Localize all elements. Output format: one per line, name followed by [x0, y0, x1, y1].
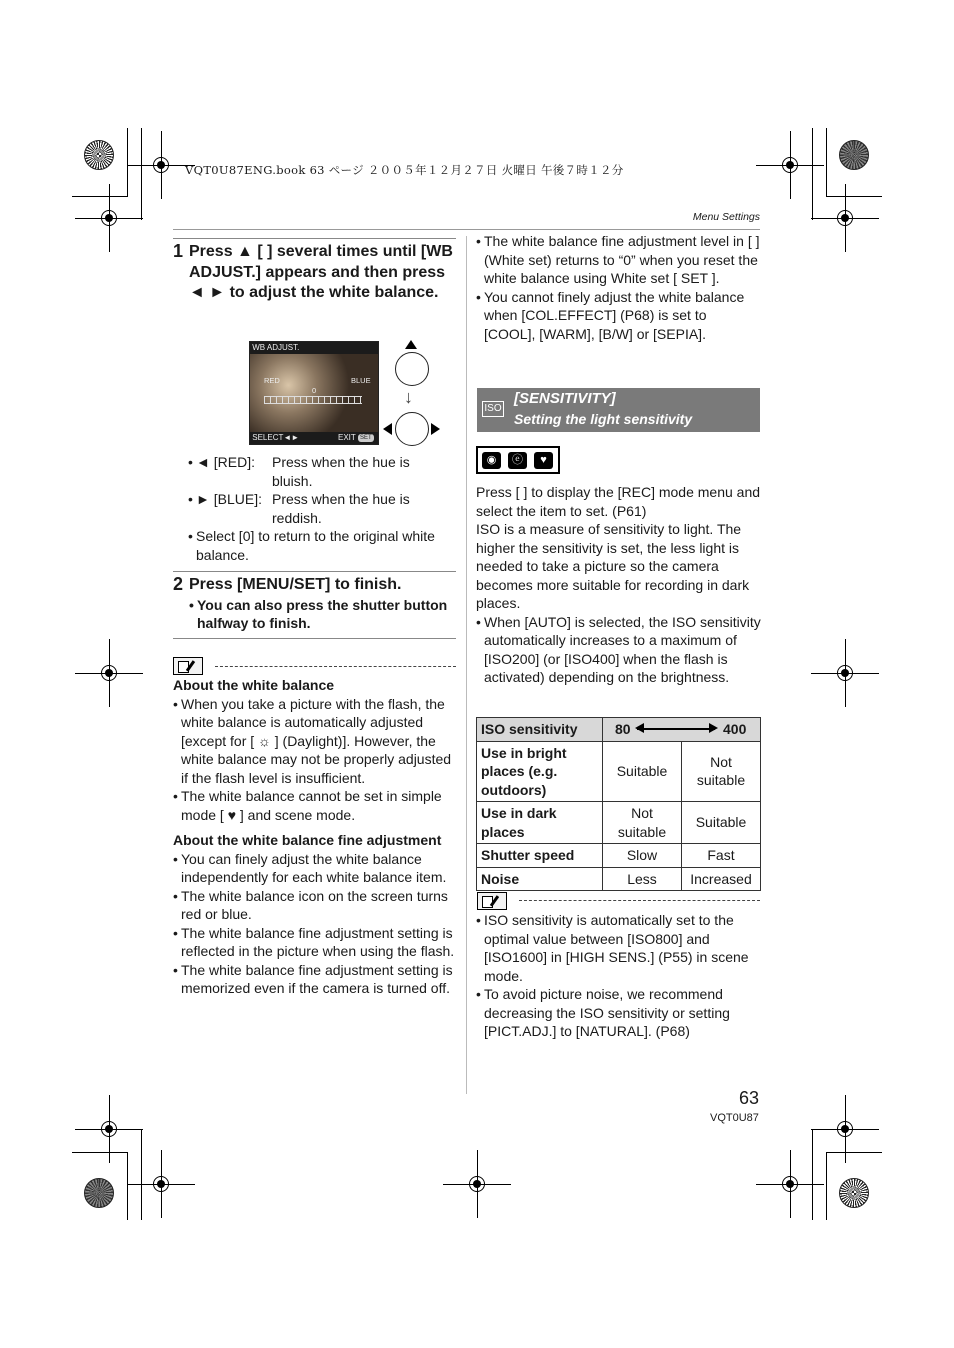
lcd-blue-label: BLUE: [351, 376, 371, 385]
lcd-title-bar: [250, 342, 378, 354]
dashed-rule: [215, 666, 456, 667]
table-cell: Use in bright places (e.g. outdoors): [477, 741, 603, 802]
table-cell: [603, 718, 761, 742]
list-item: • Select [0] to return to the original white balance.: [188, 527, 456, 564]
lcd-select-label: SELECT◄►: [252, 433, 300, 442]
table-row: [477, 802, 761, 844]
iso-comparison-table: [476, 717, 761, 891]
registration-mark: [780, 155, 800, 175]
registration-mark: [835, 208, 855, 228]
document-code: VQT0U87: [710, 1112, 759, 1124]
range-arrow-icon: [635, 723, 644, 733]
left-arrow-icon: [383, 423, 392, 435]
table-cell: Not suitable: [682, 741, 761, 802]
list-item: • ► [BLUE]: Press when the hue is reddish.: [188, 490, 456, 527]
camera-icon: ◉: [482, 452, 501, 469]
section-label: Menu Settings: [692, 211, 760, 223]
step-instruction: Press ▲ [ ] several times until [WB ADJUST.] appears and then press ◄ ► to adjust the white balance.: [189, 243, 453, 301]
step-number: 1: [173, 241, 184, 261]
step-instruction: Press [MENU/SET] to finish.: [189, 576, 402, 593]
registration-mark: [99, 208, 119, 228]
step-number: 2: [173, 574, 184, 594]
step-2: [173, 575, 456, 633]
lcd-scale: [264, 396, 362, 404]
registration-mark: [99, 1119, 119, 1139]
registration-rosette-top-right: [839, 140, 869, 170]
table-row: [477, 867, 761, 891]
table-cell: Suitable: [682, 802, 761, 844]
sensitivity-title: [SENSITIVITY]: [514, 390, 616, 407]
intro-text: Press [ ] to display the [REC] mode menu and select the item to set. (P61): [476, 484, 761, 519]
iso-icon: ISO: [482, 401, 504, 417]
sensitivity-subtitle: Setting the light sensitivity: [514, 411, 693, 427]
table-row: [477, 844, 761, 868]
crop-line: [141, 128, 142, 220]
table-cell: Less: [603, 867, 682, 891]
registration-rosette-top-left: [84, 140, 114, 170]
lcd-zero-label: 0: [312, 386, 317, 395]
bullet-key: ► [BLUE]:: [196, 491, 262, 507]
column-separator: [466, 236, 467, 1094]
list-item: • You can also press the shutter button halfway to finish.: [189, 596, 456, 633]
list-item: • You cannot finely adjust the white balance when [COL.EFFECT] (P68) is set to [COOL], [WARM], [B/W] or [SEPIA].: [476, 288, 761, 344]
cursor-pad-icon: [395, 412, 429, 446]
heart-icon: ♥: [534, 452, 553, 469]
lcd-bottom-bar: [250, 432, 378, 444]
registration-mark: [99, 663, 119, 683]
table-cell: Use in dark places: [477, 802, 603, 844]
registration-mark: [151, 1174, 171, 1194]
down-arrow-icon: ↓: [404, 387, 413, 407]
white-set-notes: [476, 232, 761, 343]
e-mode-icon: ⓔ: [508, 452, 527, 469]
table-cell: Suitable: [603, 741, 682, 802]
registration-mark: [835, 663, 855, 683]
registration-mark: [151, 155, 171, 175]
table-cell: Not suitable: [603, 802, 682, 844]
crop-line: [812, 1130, 813, 1220]
lcd-title: WB ADJUST.: [252, 343, 300, 352]
crop-line: [812, 128, 813, 220]
divider: [173, 238, 456, 239]
divider: [173, 571, 456, 572]
bullet-desc: Press when the hue is reddish.: [272, 491, 410, 526]
list-item: • When [AUTO] is selected, the ISO sensitivity automatically increases to a maximum of [ISO200] (or [ISO400] when the flash is activated) depending on the brightness.: [476, 613, 761, 687]
list-item: • The white balance fine adjustment setting is memorized even if the camera is turned off.: [173, 961, 457, 998]
crop-line: [127, 1152, 128, 1220]
registration-mark: [835, 1119, 855, 1139]
iso-explanation: ISO is a measure of sensitivity to light. The higher the sensitivity is set, the less light is needed to take a picture so the camera becomes more suitable for recording in dark places.: [476, 521, 750, 611]
list-item: • The white balance fine adjustment level in [ ] (White set) returns to “0” when you reset the white balance using White set [ SET ].: [476, 232, 761, 288]
applicable-modes: [476, 446, 560, 474]
iso-low-value: 80: [615, 721, 631, 737]
table-cell: Shutter speed: [477, 844, 603, 868]
registration-mark: [467, 1174, 487, 1194]
iso-high-value: 400: [723, 721, 747, 737]
crop-line: [826, 196, 882, 197]
registration-rosette-bottom-left: [84, 1178, 114, 1208]
table-cell: Noise: [477, 867, 603, 891]
crop-line: [826, 128, 827, 196]
crop-line: [72, 196, 128, 197]
list-item: • ISO sensitivity is automatically set to the optimal value between [ISO800] and [ISO1600] in [HIGH SENS.] (P55) in scene mode.: [476, 911, 761, 985]
right-arrow-icon: [431, 423, 440, 435]
list-item: • When you take a picture with the flash, the white balance is automatically adjusted [except for [ ☼ ] (Daylight)]. However, the white balance may not be properly adjusted if the flash level is insufficient.: [173, 695, 457, 788]
section-title: About the white balance fine adjustment: [173, 832, 442, 848]
dashed-rule: [519, 900, 760, 901]
up-arrow-icon: [405, 340, 417, 349]
note-memo-icon: [477, 892, 507, 910]
step-1: [173, 242, 456, 304]
list-item: • The white balance icon on the screen turns red or blue.: [173, 887, 457, 924]
cursor-pad-icon: [395, 352, 429, 386]
note-memo-icon: [173, 657, 203, 675]
list-item: • The white balance cannot be set in simple mode [ ♥ ] and scene mode.: [173, 787, 457, 824]
crop-line: [72, 1152, 128, 1153]
range-arrow-icon: [709, 723, 718, 733]
lcd-red-label: RED: [264, 376, 280, 385]
iso-notes: [476, 911, 761, 1041]
sensitivity-header: [477, 388, 760, 432]
bullet-desc: Press when the hue is bluish.: [272, 454, 410, 489]
list-item: • The white balance fine adjustment setting is reflected in the picture when using the flash.: [173, 924, 457, 961]
table-cell: Slow: [603, 844, 682, 868]
lcd-exit-label: EXIT: [338, 433, 356, 442]
crop-line: [826, 1152, 882, 1153]
header-rule: [173, 229, 760, 230]
red-blue-list: [188, 453, 456, 564]
lcd-preview: [249, 341, 379, 445]
table-cell: ISO sensitivity: [477, 718, 603, 742]
registration-mark: [780, 1174, 800, 1194]
bullet-key: ◄ [RED]:: [196, 454, 255, 470]
print-file-info: VQT0U87ENG.book 63 ページ ２００５年１２月２７日 火曜日 午後７時１２分: [185, 163, 624, 177]
table-cell: Increased: [682, 867, 761, 891]
crop-line: [127, 128, 128, 196]
section-title: About the white balance: [173, 677, 335, 693]
table-header-row: [477, 718, 761, 742]
divider: [173, 638, 456, 639]
table-cell: Fast: [682, 844, 761, 868]
page-number: 63: [739, 1088, 760, 1108]
list-item: • You can finely adjust the white balance independently for each white balance item.: [173, 850, 457, 887]
list-item: • ◄ [RED]: Press when the hue is bluish.: [188, 453, 456, 490]
about-white-balance: [173, 676, 457, 998]
crop-line: [141, 1130, 142, 1220]
registration-rosette-bottom-right: [839, 1178, 869, 1208]
sensitivity-description: [476, 483, 761, 687]
range-arrow-icon: [637, 728, 715, 730]
lcd-set-label: SET: [360, 435, 372, 441]
table-row: [477, 741, 761, 802]
crop-line: [826, 1152, 827, 1220]
list-item: • To avoid picture noise, we recommend decreasing the ISO sensitivity or setting [PICT.ADJ.] to [NATURAL]. (P68): [476, 985, 761, 1041]
